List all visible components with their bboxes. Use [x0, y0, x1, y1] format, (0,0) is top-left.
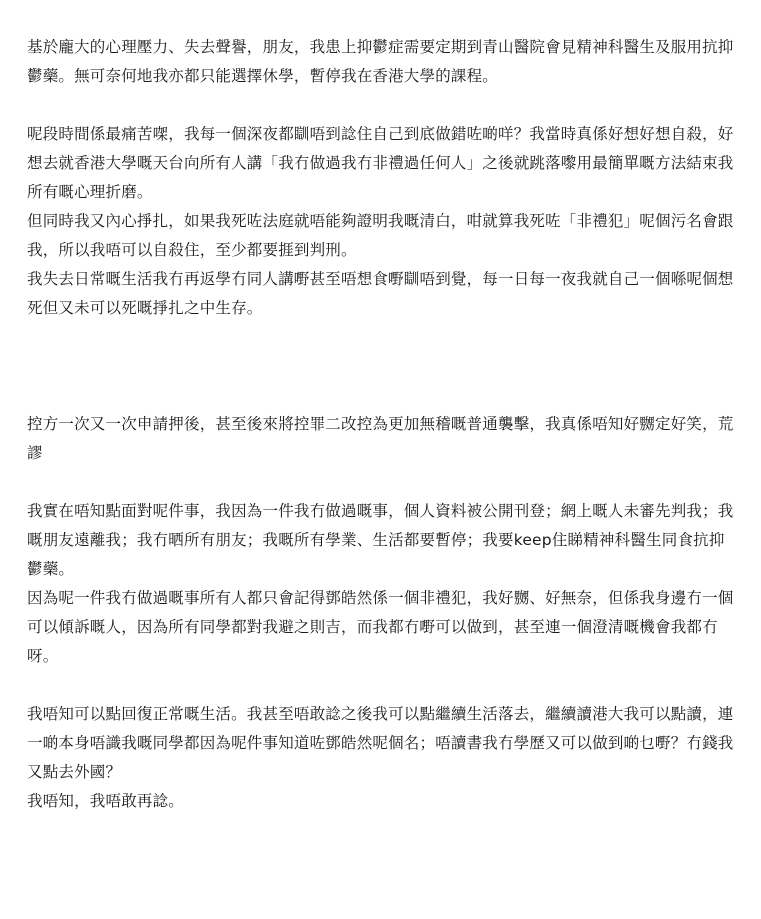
paragraph-uncertain-future: 我唔知可以點回復正常嘅生活。我甚至唔敢諗之後我可以點繼續生活落去，繼續讀港大我可以點讀，連一啲本身唔識我嘅同學都因為呢件事知道咗鄧皓然呢個名；唔讀書我冇學歷又可以做到啲乜嘢？冇錢我又點去外國？ [27, 705, 734, 781]
paragraph-labelled-offender: 因為呢一件我冇做過嘅事所有人都只會記得鄧皓然係一個非禮犯，我好嬲、好無奈，但係我身邊冇一個可以傾訴嘅人，因為所有同學都對我避之則吉，而我都冇嘢可以做到，甚至連一個澄清嘅機會我都冇呀。 [27, 589, 734, 665]
paragraph-gap [27, 671, 739, 700]
paragraph-suicidal-thoughts: 呢段時間係最痛苦㗎，我每一個深夜都瞓唔到諗住自己到底做錯咗啲咩？我當時真係好想好想自殺，好想去就香港大學嘅天台向所有人講「我冇做過我冇非禮過任何人」之後就跳落嚟用最簡單嘅方法結束我所有嘅心理折磨。 [27, 125, 734, 201]
paragraph-prosecution-delays: 控方一次又一次申請押後，甚至後來將控罪二改控為更加無稽嘅普通襲擊，我真係唔知好嬲定好笑，荒謬 [27, 415, 734, 462]
paragraph-lost-daily-life: 我失去日常嘅生活我冇再返學冇同人講嘢甚至唔想食嘢瞓唔到覺，每一日每一夜我就自己一個喺呢個想死但又未可以死嘅掙扎之中生存。 [27, 270, 734, 317]
paragraph-inner-struggle: 但同時我又內心掙扎，如果我死咗法庭就唔能夠證明我嘅清白，咁就算我死咗「非禮犯」呢個污名會跟我，所以我唔可以自殺住，至少都要捱到判刑。 [27, 212, 734, 259]
paragraph-gap [27, 468, 739, 497]
paragraph-closing-line: 我唔知，我唔敢再諗。 [27, 792, 185, 810]
paragraph-depression-treatment: 基於龐大的心理壓力、失去聲譽，朋友，我患上抑鬱症需要定期到青山醫院會見精神科醫生及服用抗抑鬱藥。無可奈何地我亦都只能選擇休學，暫停我在香港大學的課程。 [27, 38, 734, 85]
section-gap [27, 323, 739, 410]
paragraph-personal-data-exposed: 我實在唔知點面對呢件事，我因為一件我冇做過嘅事，個人資料被公開刊登；網上嘅人未審先判我；我嘅朋友遠離我；我冇晒所有朋友；我嘅所有學業、生活都要暫停；我要keep住睇精神科醫生同食抗抑鬱藥。 [27, 502, 734, 578]
top-spacing [27, 0, 739, 33]
paragraph-gap [27, 91, 739, 120]
